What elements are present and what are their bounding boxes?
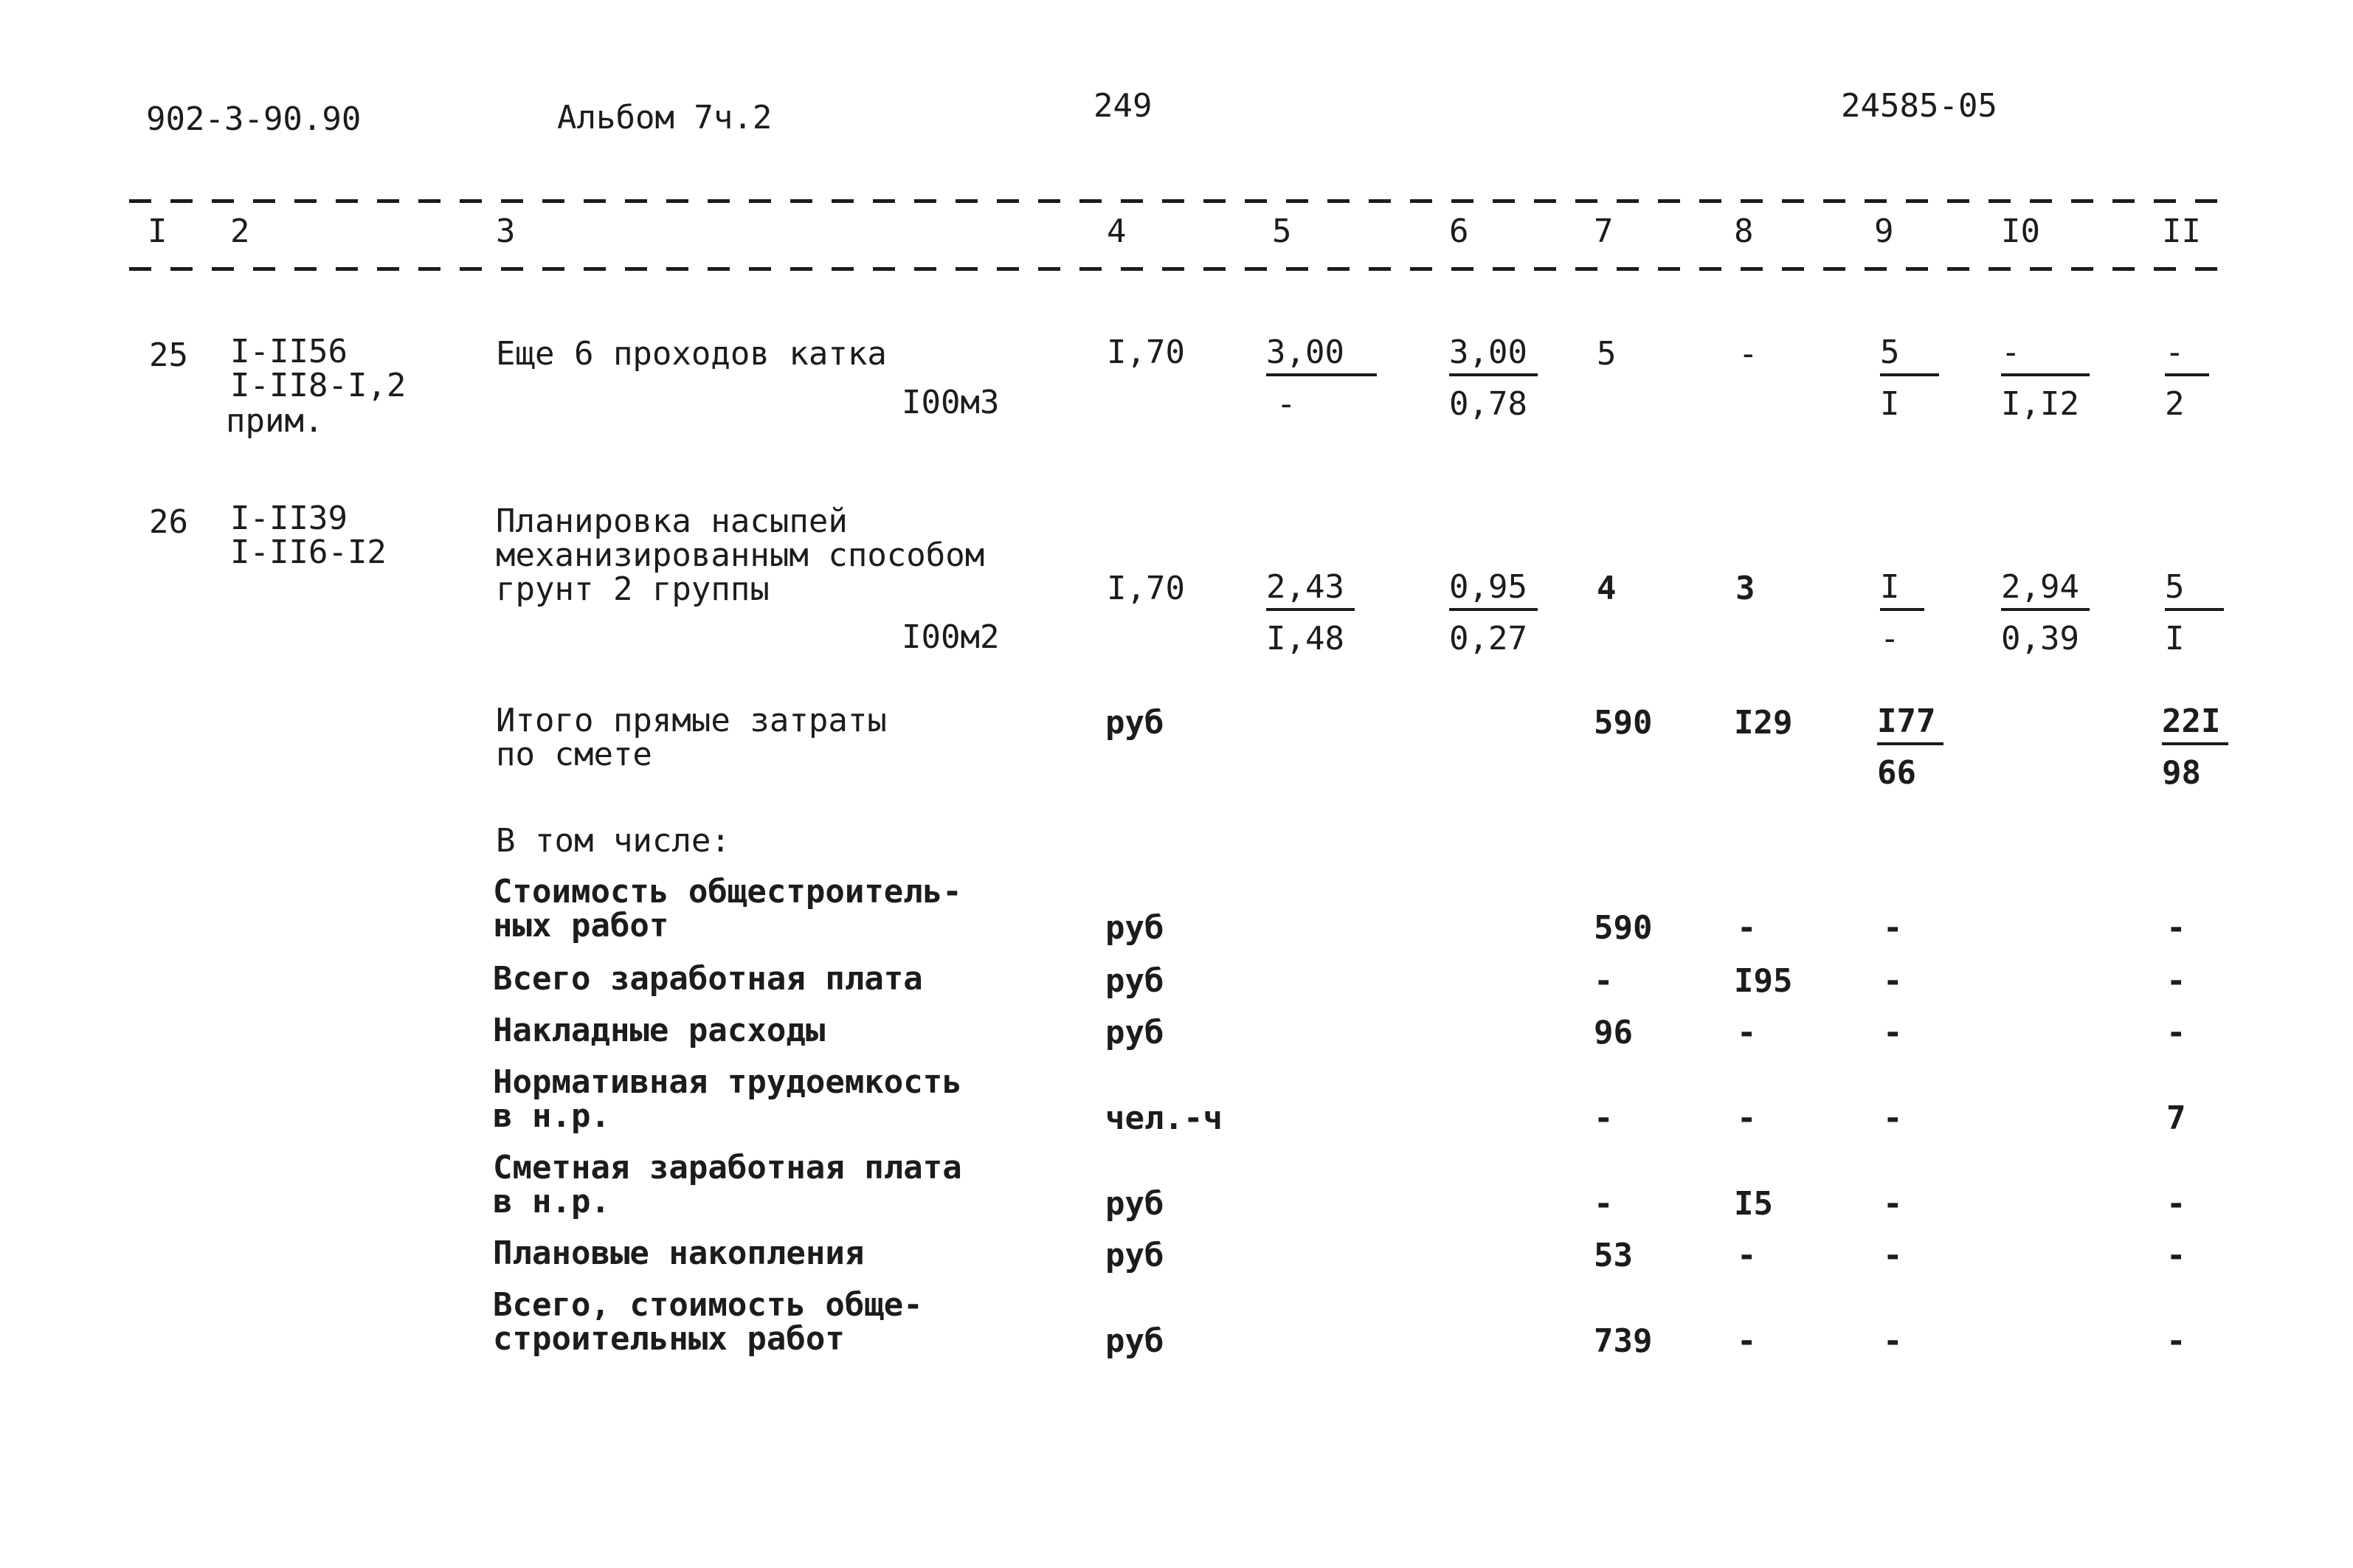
cell-value: 590 — [1594, 909, 1653, 947]
header-rule-bottom — [129, 267, 2228, 271]
work-name: Планировка насыпей — [496, 502, 848, 540]
cell-value: - — [1737, 909, 1757, 947]
unit-of-measure: руб — [1105, 962, 1164, 1000]
summary-label: строительных работ — [493, 1320, 845, 1358]
fraction-value — [1449, 568, 1538, 657]
cell-value: - — [2166, 909, 2186, 947]
cell-value: 5 — [1597, 335, 1617, 373]
document-code: 902-3-90.90 — [146, 100, 362, 138]
fraction-value — [2001, 568, 2090, 657]
fraction-numerator: I — [1880, 571, 1924, 611]
cell-value: - — [1737, 1014, 1757, 1051]
fraction-denominator: - — [1276, 385, 1296, 423]
fraction-denominator: I — [2165, 620, 2185, 657]
summary-label: Всего заработная плата — [493, 960, 923, 998]
summary-label: Плановые накопления — [493, 1234, 865, 1272]
fraction-value — [1877, 702, 1943, 792]
fraction-value — [1449, 336, 1538, 421]
work-name: Еще 6 проходов катка — [496, 335, 887, 373]
fraction-numerator: 0,95 — [1449, 571, 1538, 611]
fraction-numerator: 2,94 — [2001, 571, 2090, 611]
work-name: механизированным способом — [496, 536, 985, 574]
fraction-denominator: I,I2 — [2001, 385, 2079, 423]
cell-value: - — [2166, 1237, 2186, 1274]
column-number: I — [148, 213, 167, 250]
norm-code: I-II39 — [230, 500, 348, 537]
cell-value: - — [1883, 909, 1903, 947]
fraction-value — [1266, 336, 1377, 421]
unit-of-measure: руб — [1105, 1014, 1164, 1051]
quantity-value: I,70 — [1107, 334, 1185, 371]
fraction-value — [2001, 336, 2090, 421]
fraction-numerator: 5 — [2165, 571, 2224, 611]
column-number: I0 — [2001, 213, 2040, 250]
summary-label: Всего, стоимость обще- — [493, 1286, 923, 1324]
fraction-denominator: 98 — [2162, 754, 2201, 792]
cell-value: - — [1883, 1185, 1903, 1223]
norm-code: I-II8-I,2 — [230, 367, 407, 404]
fraction-numerator: I77 — [1877, 705, 1943, 745]
cell-value: 53 — [1594, 1237, 1633, 1274]
document-number: 24585-05 — [1841, 87, 1997, 125]
page-number: 249 — [1093, 87, 1153, 125]
cell-value: I95 — [1734, 962, 1793, 1000]
cell-value: - — [1737, 1099, 1757, 1137]
cell-value: - — [2166, 1322, 2186, 1360]
cell-value: I5 — [1734, 1185, 1773, 1223]
total-label: Итого прямые затраты — [496, 702, 887, 739]
column-number: 8 — [1734, 213, 1754, 250]
fraction-denominator: 0,39 — [2001, 620, 2079, 657]
cell-value: 739 — [1594, 1322, 1653, 1360]
cell-value: - — [1883, 1099, 1903, 1137]
fraction-denominator: 0,78 — [1449, 385, 1527, 423]
fraction-denominator: I — [1880, 385, 1900, 423]
header-rule-top — [129, 199, 2228, 203]
summary-label: Сметная заработная плата — [493, 1149, 962, 1187]
fraction-numerator: 3,00 — [1266, 336, 1377, 376]
fraction-denominator: - — [1880, 620, 1900, 657]
unit-of-measure: чел.-ч — [1105, 1099, 1223, 1137]
fraction-value — [1880, 568, 1924, 657]
summary-label: ных работ — [493, 907, 669, 944]
cell-value: 590 — [1594, 704, 1653, 742]
unit-of-measure: руб — [1105, 704, 1164, 742]
norm-code: I-II56 — [230, 333, 348, 370]
cell-value: - — [2166, 1014, 2186, 1051]
fraction-denominator: 2 — [2165, 385, 2185, 423]
unit-of-measure: I00м3 — [902, 384, 1000, 421]
cell-value: 96 — [1594, 1014, 1633, 1051]
album-label: Альбом 7ч.2 — [557, 99, 773, 137]
column-number: 7 — [1594, 213, 1614, 250]
column-number: 9 — [1874, 213, 1894, 250]
summary-label: Нормативная трудоемкость — [493, 1063, 962, 1101]
column-number: 3 — [496, 213, 516, 250]
fraction-value — [1266, 568, 1355, 657]
cell-value: 7 — [2166, 1099, 2186, 1137]
unit-of-measure: руб — [1105, 909, 1164, 947]
column-number: 2 — [230, 213, 250, 250]
including-label: В том числе: — [496, 822, 730, 860]
quantity-value: I,70 — [1107, 570, 1185, 607]
cell-value: - — [2166, 1185, 2186, 1223]
row-number: 25 — [149, 336, 188, 374]
cell-value: - — [1737, 1322, 1757, 1360]
fraction-value — [2162, 702, 2228, 792]
summary-label: Стоимость общестроитель- — [493, 873, 962, 911]
cell-value: 3 — [1735, 570, 1755, 607]
cell-value: - — [2166, 962, 2186, 1000]
norm-code: прим. — [226, 402, 324, 440]
cell-value: - — [1594, 1099, 1614, 1137]
unit-of-measure: руб — [1105, 1185, 1164, 1223]
cell-value: - — [1883, 1322, 1903, 1360]
fraction-value — [2165, 336, 2209, 421]
fraction-denominator: 66 — [1877, 754, 1916, 792]
column-number: 4 — [1107, 213, 1127, 250]
unit-of-measure: руб — [1105, 1237, 1164, 1274]
unit-of-measure: руб — [1105, 1322, 1164, 1360]
fraction-numerator: - — [2165, 336, 2209, 376]
fraction-numerator: 3,00 — [1449, 336, 1538, 376]
unit-of-measure: I00м2 — [902, 618, 1000, 656]
cell-value: I29 — [1734, 704, 1793, 742]
summary-label: Накладные расходы — [493, 1012, 826, 1049]
cell-value: - — [1883, 1014, 1903, 1051]
summary-label: в н.р. — [493, 1097, 610, 1135]
total-label: по смете — [496, 736, 652, 773]
column-number: II — [2162, 213, 2201, 250]
column-number: 5 — [1272, 213, 1292, 250]
fraction-denominator: I,48 — [1266, 620, 1344, 657]
cell-value: - — [1594, 1185, 1614, 1223]
fraction-numerator: 22I — [2162, 705, 2228, 745]
cell-value: - — [1738, 335, 1758, 373]
cell-value: 4 — [1597, 570, 1617, 607]
fraction-value — [1880, 336, 1939, 421]
row-number: 26 — [149, 503, 188, 541]
cell-value: - — [1594, 962, 1614, 1000]
norm-code: I-II6-I2 — [230, 533, 387, 571]
fraction-numerator: 2,43 — [1266, 571, 1355, 611]
fraction-denominator: 0,27 — [1449, 620, 1527, 657]
work-name: грунт 2 группы — [496, 570, 770, 608]
summary-label: в н.р. — [493, 1183, 610, 1220]
cell-value: - — [1883, 1237, 1903, 1274]
fraction-value — [2165, 568, 2224, 657]
fraction-numerator: 5 — [1880, 336, 1939, 376]
cell-value: - — [1737, 1237, 1757, 1274]
fraction-numerator: - — [2001, 336, 2090, 376]
column-number: 6 — [1449, 213, 1469, 250]
cell-value: - — [1883, 962, 1903, 1000]
